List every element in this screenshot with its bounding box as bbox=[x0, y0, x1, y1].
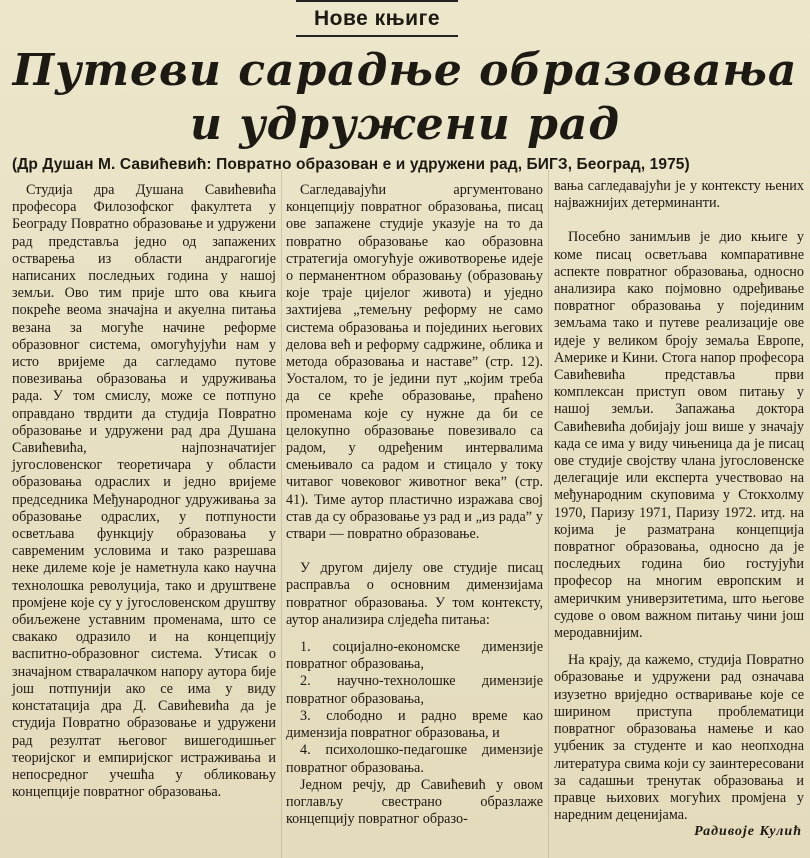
list-item: 3. слободно и радно време као димензија повратног образовања, и bbox=[286, 707, 543, 742]
book-citation: (Др Душан М. Савићевић: Повратно образован е и удружени рад, БИГЗ, Београд, 1975) bbox=[12, 156, 690, 173]
column-rule bbox=[281, 170, 282, 858]
article-headline bbox=[0, 44, 810, 152]
list-item: 4. психолошко-педагошке димензије повратног образовања. bbox=[286, 742, 543, 776]
article-column-3 bbox=[554, 178, 804, 824]
list-item: 2. научно-технолошке димензије повратног образовања, bbox=[286, 673, 543, 707]
article-column-2 bbox=[286, 182, 543, 828]
headline-line-2: и удружени рад bbox=[189, 99, 620, 150]
author-signature: Радивоје Кулић bbox=[694, 824, 802, 839]
paragraph: вања сагледавајући је у контексту њених најважнијих детерминанти. bbox=[554, 178, 804, 212]
paragraph: Сагледавајући аргументовано концепцију повратног образовања, писац ове запажене студије указује на то да повратно образовање као образовна стратегија омогућује оживотворење идеје о перманентном образовању (образовању које траје цијелог живота) и уједно захтијева „темељну реформу не само система образовања и појединих његових делова већ и реформу садржине, облика и метода образовања и наставе” (стр. 12). Уосталом, то је једини пут „којим треба да се креће образовање, праћено променама које су нужне да би се целокупно образовање повезивало са радом, у одређеним интервалима смењивало са радом и стицало у току читавог човековог животног века” (стр. 41). Тиме аутор пластично изражава свој став да су образовање уз рад и „из рада” у ствари — повратно образовање. bbox=[286, 182, 543, 543]
paragraph: У другом дијелу ове студије писац расправља о основним димензијама повратног образовања. У том контексту, аутор анализира слједећа питања: bbox=[286, 560, 543, 628]
section-rubric: Нове књиге bbox=[296, 0, 458, 37]
paragraph: Студија дра Душана Савићевића професора Филозофског факултета у Београду Повратно образовање и удружени рад представља једно од запажених остварења из области андрагогије написаних последњих година у нашој земљи. Ово тим прије што ова књига покреће веома значајна и акуелна питања везана за могуће начине реформе образовног система, омогућујући нам у исто вријеме да сагледамо путове повезивања образовања и удруживања рада. У том смислу, може се потпуно оправдано тврдити да студија Повратно образовање и удружени рад дра Душана Савићевића, најпозначатијег југословенског теоретичара у области образовања одраслих и једно вријеме председника Међународног удруживања за образовање одраслих, у потпуности осветљава функцију образовања у савременим условима и тако разрешава неке дилеме које је наметнула како научна технолошка револуција, тако и друштвене промјене које су у југословенском друштву обиљежене уставним променама, што се свакако одразило и на концепцију васпитно-образовног система. Утисак о значајном стваралачком напору аутора бије још потпунији ако се има у виду констатација дра Д. Савићевића да је студија Повратно образовање и удружени рад резултат његовог вишегодишњег теоријског и емпиријског истраживања и непосредног учешћа у обликовању концепције повратног образовања. bbox=[12, 182, 276, 801]
paragraph: На крају, да кажемо, студија Повратно образовање и удружени рад означава изузетно вриједно остваривање које се ширином приступа проблематици повратног образовања намење и као уџбеник за студенте и као неопходна литература свима који су заинтересовани за садашњи тренутак образовања и правце њихових могућих промјена у наредним деценијама. bbox=[554, 652, 804, 824]
list-item: 1. социјално-економске димензије повратног образовања, bbox=[286, 639, 543, 673]
paragraph: Посебно занимљив је дио књиге у коме писац осветљава компаративне аспекте повратног образовања, односно анализира како појмовно одређивање повратног образовања у појединим земљама тако и путеве реализације ове идеје у великом броју земаља Европе, Америке и Кини. Стога напор професора Савићевића представља први комплексан приступ овом питању у нашој земљи. Запажања доктора Савићевића добијају још више у значају када се има у виду чињеница да је писац ове студије својству члана југословенске делегације или експерта учествовао на међународним скуповима у Стокхолму 1970, Паризу 1971, Паризу 1972. итд. на којима је разматрана концепција повратног образовања, односно да је последњих година био гостујући професор на многим европским и америчким универзитетима, што његове судове о овом важном питању чини још меродавнијим. bbox=[554, 229, 804, 642]
paragraph: Једном речју, др Савићевић у овом поглављу свестрано образлаже концепцију повратног образо- bbox=[286, 776, 543, 828]
column-rule bbox=[548, 170, 549, 858]
article-column-1 bbox=[12, 182, 276, 801]
headline-line-1: Путеви сарадње образовања bbox=[12, 45, 798, 96]
